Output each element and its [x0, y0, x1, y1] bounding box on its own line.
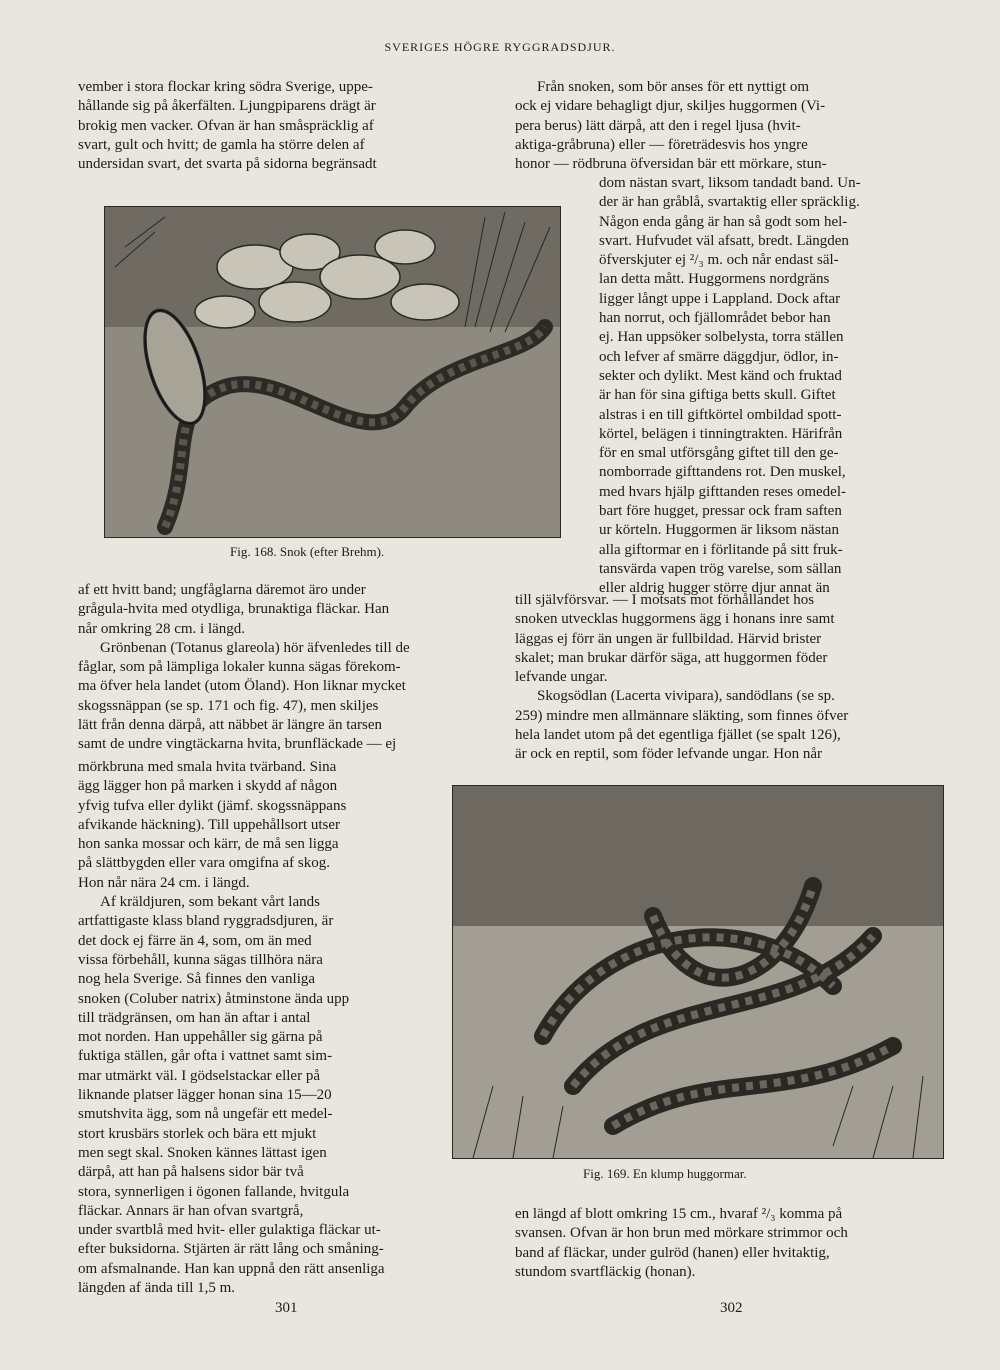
text-line: vissa förbehåll, kunna sägas tillhöra nära	[78, 951, 323, 968]
text-line: grågula-hvita med otydliga, brunaktiga fläckar. Han	[78, 601, 390, 618]
text-line: mörkbruna med smala hvita tvärband. Sina	[78, 759, 337, 775]
text-line: körtel, belägen i tinningtrakten. Härifrån	[599, 425, 843, 442]
text-line: bart före hugget, pressar ock fram saften	[599, 503, 842, 520]
text-line: vember i stora flockar kring södra Sverige, uppe-	[78, 79, 373, 95]
text-line: af ett hvitt band; ungfåglarna däremot äro under	[78, 582, 366, 598]
figure-168-caption: Fig. 168. Snok (efter Brehm).	[230, 544, 385, 559]
text-line: efter buksidorna. Stjärten är rätt lång och småning-	[78, 1241, 384, 1258]
text-line: hållande sig på åkerfälten. Ljungpiparens drägt är	[78, 98, 376, 115]
text-line: Skogsödlan (Lacerta vivipara), sandödlans (se sp.	[537, 688, 835, 705]
text-line: svansen. Ofvan är hon brun med mörkare strimmor och	[515, 1225, 848, 1242]
text-line: mot norden. Han uppehåller sig gärna på	[78, 1029, 323, 1046]
running-header: SVERIGES HÖGRE RYGGRADSDJUR.	[384, 40, 616, 54]
text-line: nog hela Sverige. Så finnes den vanliga	[78, 971, 316, 988]
text-line: fläckar. Annars är han ofvan svartgrå,	[78, 1202, 304, 1219]
text-line: är ock en reptil, som föder lefvande ungar. Hon når	[515, 746, 822, 763]
text-line: nomborrade gifttandens rot. Den muskel,	[599, 464, 846, 481]
text-line: sekter och dylikt. Mest känd och fruktad	[599, 367, 842, 384]
text-line: på slättbygden eller vara omgifna af skog.	[78, 855, 330, 872]
left-column-mid	[78, 581, 498, 755]
text-line: stundom svartfläckig (honan).	[515, 1263, 696, 1280]
text-line: ej. Han uppsöker solbelysta, torra ställen	[599, 329, 844, 346]
text-line: alstras i en till giftkörtel ombildad spott-	[599, 406, 842, 423]
text-line: och lefver af smärre däggdjur, ödlor, in-	[599, 348, 839, 365]
text-line: 259) mindre men allmännare släkting, som finnes öfver	[515, 707, 849, 724]
text-line: Hon når nära 24 cm. i längd.	[78, 874, 250, 891]
text-line: hon sanka mossar och kärr, de må sen ligga	[78, 836, 339, 853]
text-line: når omkring 28 cm. i längd.	[78, 620, 246, 637]
text-line: Från snoken, som bör anses för ett nyttigt om	[537, 79, 810, 95]
right-column-bottom	[515, 1205, 942, 1282]
figure-snake-illustration	[104, 206, 561, 538]
text-line: alla giftormar en i förlitande på sitt fruk-	[599, 541, 843, 558]
text-line: öfverskjuter ej ²/₃ m. och når endast säl-	[599, 252, 839, 269]
text-line: yfvig tufva eller dylikt (jämf. skogssnäppans	[78, 797, 347, 814]
text-line: skogssnäppan (se sp. 171 och fig. 47), men skiljes	[78, 697, 379, 714]
text-line: under svartblå med hvit- eller gulaktiga fläckar ut-	[78, 1222, 381, 1239]
text-line: Af kräldjuren, som bekant vårt lands	[100, 894, 320, 911]
text-line: det dock ej färre än 4, som, om än med	[78, 932, 312, 949]
page-number-left: 301	[275, 1300, 298, 1316]
right-column-cont	[515, 591, 942, 765]
text-line: fuktiga ställen, går ofta i vattnet samt sim-	[78, 1048, 333, 1065]
text-line: snoken (Coluber natrix) åtminstone ända upp	[78, 990, 350, 1007]
text-line: liknande platser lägger honan sina 15—20	[78, 1087, 332, 1104]
text-line: band af fläckar, under gulröd (hanen) eller hvitaktig,	[515, 1244, 830, 1261]
figure-169-caption: Fig. 169. En klump huggormar.	[583, 1166, 747, 1181]
text-line: svart. Hufvudet väl afsatt, bredt. Längden	[599, 232, 849, 249]
right-column-narrow	[599, 174, 942, 599]
text-line: lätt från denna därpå, att näbbet är längre än tarsen	[78, 717, 383, 734]
text-line: dom nästan svart, liksom tandadt band. Un-	[599, 175, 861, 191]
text-line: svart, gult och hvitt; de gamla ha större delen af	[78, 136, 365, 153]
text-line: ligger långt uppe i Lappland. Dock aftar	[599, 290, 841, 307]
text-line: stort krusbärs storlek och bära ett mjukt	[78, 1125, 317, 1142]
text-line: honor — rödbruna öfversidan bär ett mörkare, stun-	[515, 156, 827, 173]
text-line: stora, synnerligen i ögonen fallande, hvitgula	[78, 1183, 350, 1200]
text-line: der är han gråblå, svartaktig eller spräcklig.	[599, 194, 860, 211]
figure-adders-illustration	[452, 785, 944, 1159]
text-line: tansvärda vapen trög varelse, som sällan	[599, 560, 842, 577]
text-line: med hvars hjälp gifttanden reses omedel-	[599, 483, 847, 500]
text-line: afvikande häckning). Till uppehållsort utser	[78, 816, 341, 833]
text-line: han norrut, och fjällområdet bebor han	[599, 310, 831, 327]
text-line: ma öfver hela landet (utom Öland). Hon liknar mycket	[78, 678, 406, 695]
text-line: samt de undre vingtäckarna hvita, brunfläckade — ej	[78, 736, 397, 753]
text-line: läggas ej förr än ungen är fullbildad. Härvid brister	[515, 630, 822, 647]
text-line: är han för sina giftiga betts skull. Giftet	[599, 387, 836, 404]
text-line: ägg lägger hon på marken i skydd af någon	[78, 778, 338, 795]
text-line: mar utmärkt väl. I gödselstackar eller på	[78, 1067, 320, 1084]
text-line: Grönbenan (Totanus glareola) hör äfvenledes till de	[100, 639, 410, 656]
right-column-top	[515, 78, 942, 174]
text-line: smutshvita ägg, som nå ungefär ett medel-	[78, 1106, 333, 1123]
text-line: en längd af blott omkring 15 cm., hvaraf ²/₃ komma på	[515, 1206, 843, 1222]
text-line: Någon enda gång är han så godt som hel-	[599, 213, 848, 230]
text-line: eller aldrig hugger större djur annat än	[599, 580, 830, 597]
text-line: undersidan svart, det svarta på sidorna begränsadt	[78, 156, 377, 173]
text-line: hela landet utom på det egentliga fjället (se spalt 126),	[515, 727, 841, 744]
text-line: lefvande ungar.	[515, 669, 608, 686]
text-line: artfattigaste klass bland ryggradsdjuren, är	[78, 913, 334, 930]
text-line: lan detta mått. Huggormens nordgräns	[599, 271, 830, 288]
left-column-low	[78, 758, 442, 1298]
text-line: fåglar, som på lämpliga lokaler kunna sägas förekom-	[78, 659, 401, 676]
text-line: till självförsvar. — I motsats mot förhållandet hos	[515, 592, 815, 608]
text-line: längden af ända till 1,5 m.	[78, 1280, 236, 1297]
page-number-right: 302	[720, 1300, 743, 1316]
text-line: skalet; man brukar därför säga, att huggormen föder	[515, 649, 828, 666]
text-line: till trädgränsen, om han än aftar i antal	[78, 1009, 311, 1026]
text-line: om afsmalnande. Han kan uppnå den rätt ansenliga	[78, 1260, 385, 1277]
text-line: ur körteln. Huggormen är liksom nästan	[599, 522, 839, 539]
text-line: men segt skal. Snoken kännes lättast igen	[78, 1144, 327, 1161]
text-line: ock ej vidare behagligt djur, skiljes huggormen (Vi-	[515, 98, 826, 115]
text-line: aktiga-gråbruna) eller — företrädesvis hos yngre	[515, 136, 808, 153]
text-line: brokig men vacker. Ofvan är han småspräcklig af	[78, 117, 374, 134]
text-line: för en smal utförsgång giftet till den ge-	[599, 445, 839, 462]
text-line: därpå, att han på halsens sidor bär två	[78, 1164, 304, 1181]
text-line: pera berus) lätt därpå, att den i regel ljusa (hvit-	[515, 117, 801, 134]
text-line: snoken utvecklas huggormens ägg i honans inre samt	[515, 611, 835, 628]
left-column-top	[78, 78, 498, 174]
